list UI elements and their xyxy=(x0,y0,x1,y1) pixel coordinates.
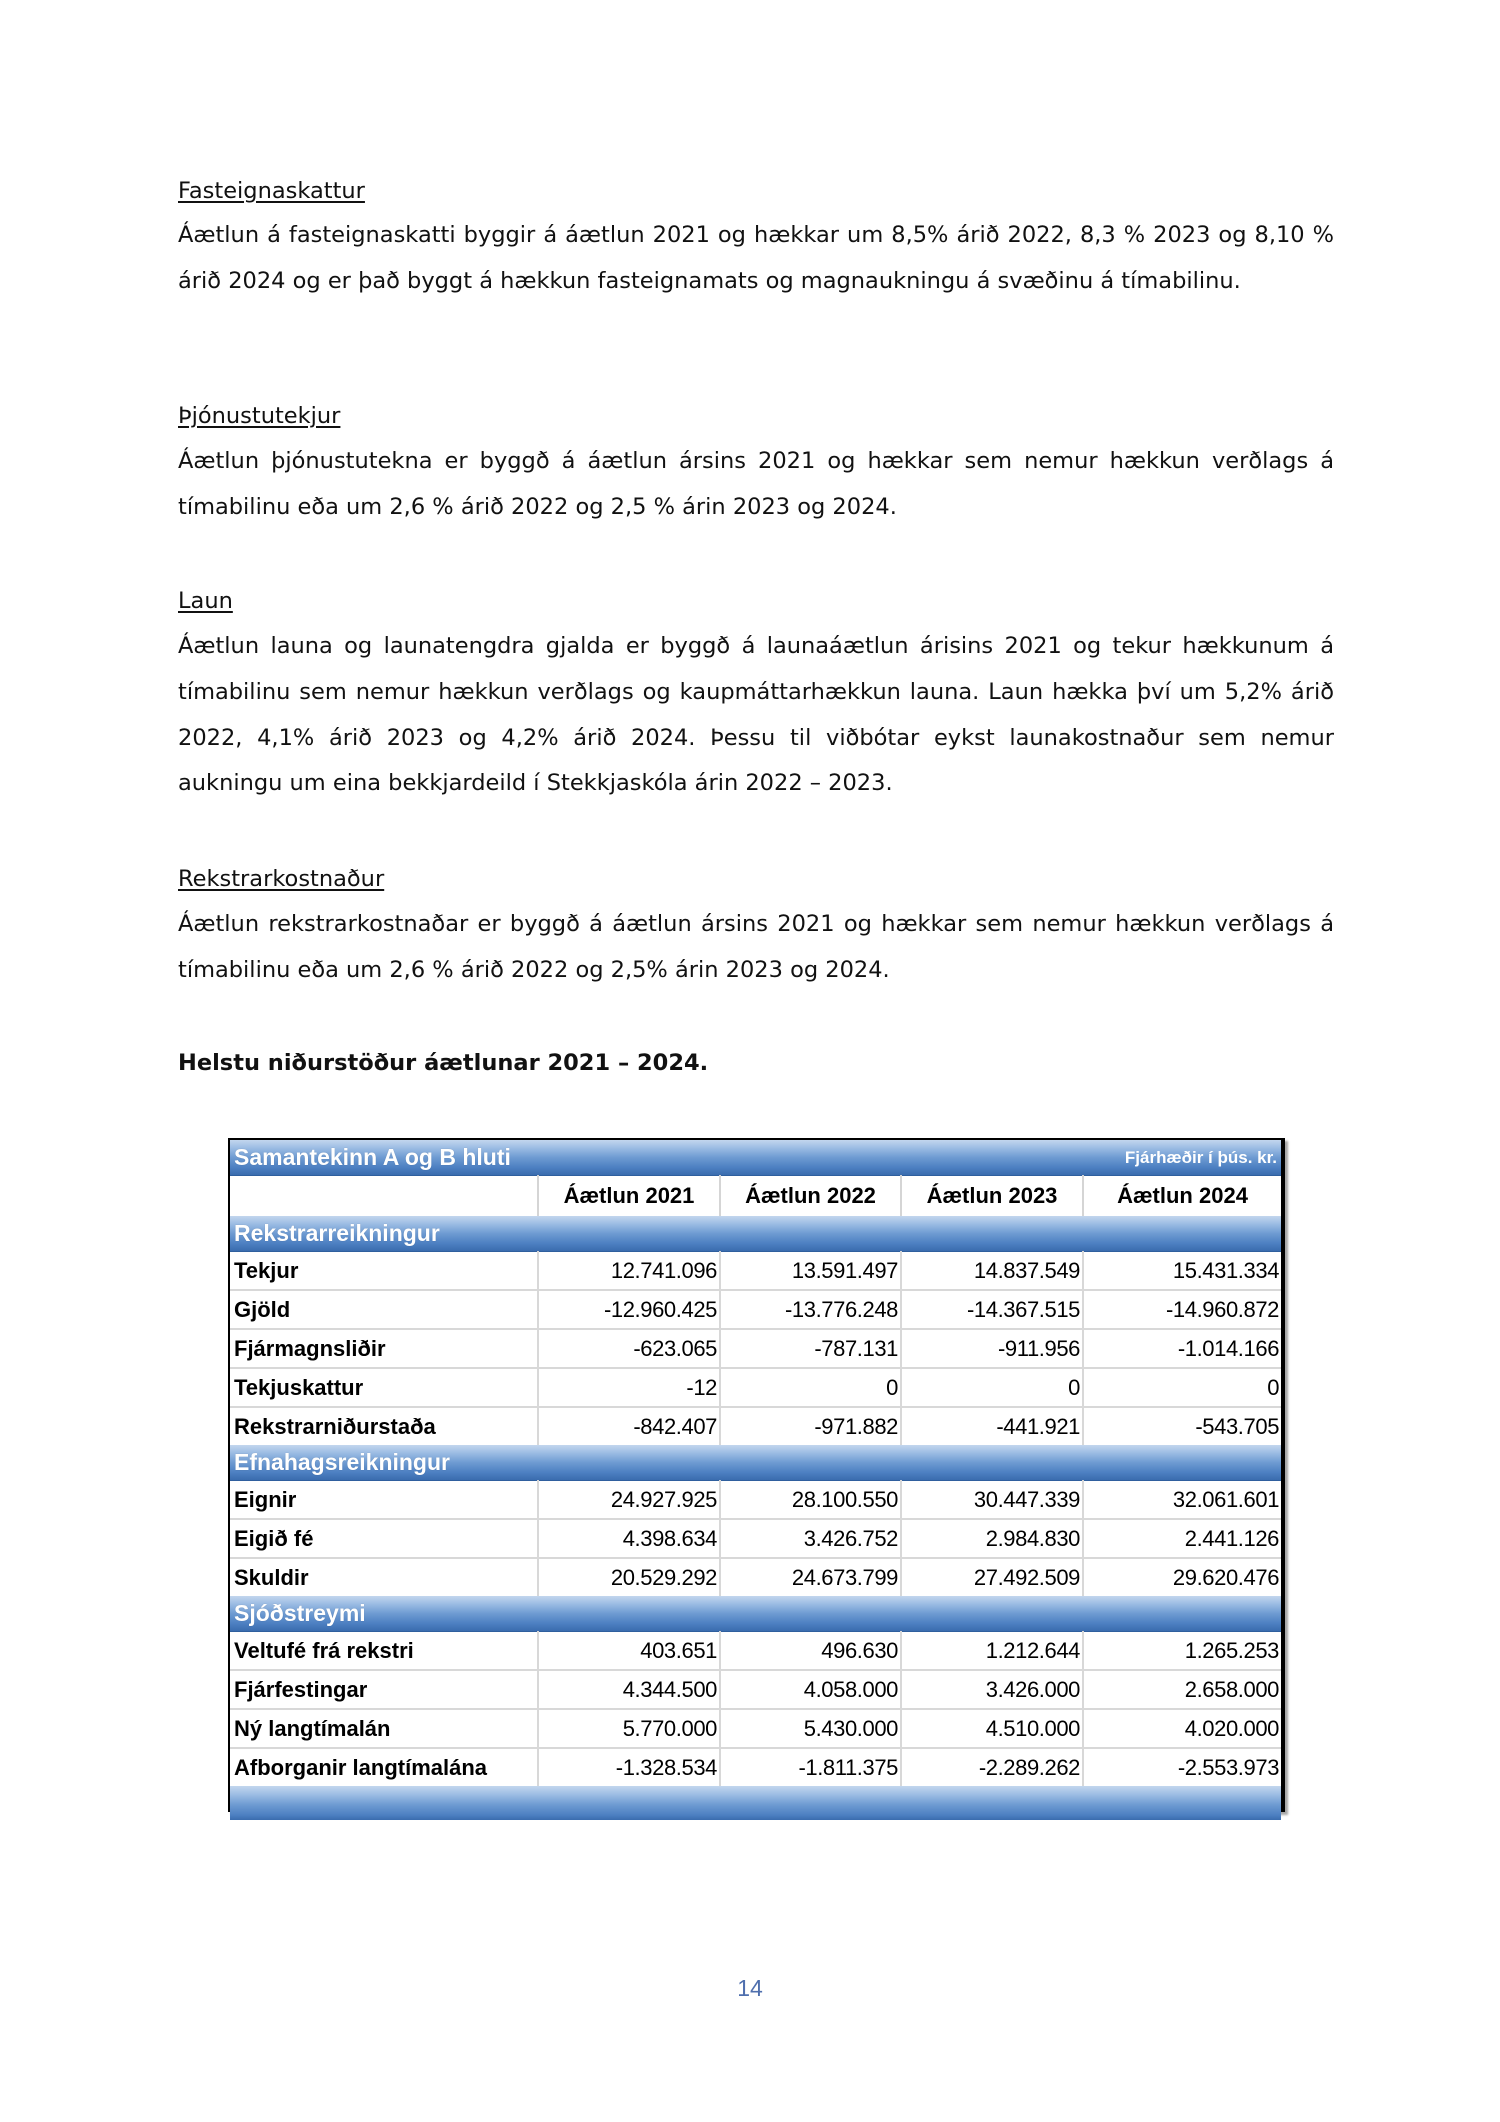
table-row xyxy=(230,1368,1281,1407)
group-title: Rekstrarreikningur xyxy=(230,1216,1281,1252)
footer-band-cell xyxy=(230,1786,1281,1820)
cell-value: 1.212.644 xyxy=(901,1632,1083,1671)
row-label: Rekstrarniðurstaða xyxy=(230,1407,538,1445)
cell-value: -2.289.262 xyxy=(901,1748,1083,1786)
page-number: 14 xyxy=(737,1975,763,2001)
cell-value: -12.960.425 xyxy=(538,1290,720,1329)
cell-value: 5.430.000 xyxy=(720,1709,901,1748)
cell-value: -2.553.973 xyxy=(1083,1748,1281,1786)
row-label: Ný langtímalán xyxy=(230,1709,538,1748)
cell-value: 27.492.509 xyxy=(901,1558,1083,1596)
cell-value: 4.344.500 xyxy=(538,1670,720,1709)
column-header-label xyxy=(230,1176,538,1217)
cell-value: 1.265.253 xyxy=(1083,1632,1281,1671)
table-row xyxy=(230,1407,1281,1445)
table-unit-label: Fjárhæðir í þús. kr. xyxy=(901,1140,1281,1176)
column-header-2022: Áætlun 2022 xyxy=(720,1176,901,1217)
row-label: Eigið fé xyxy=(230,1519,538,1558)
cell-value: -623.065 xyxy=(538,1329,720,1368)
column-header-2024: Áætlun 2024 xyxy=(1083,1176,1281,1217)
section-paragraph-fasteignaskattur: Áætlun á fasteignaskatti byggir á áætlun 2021 og hækkar um 8,5% árið 2022, 8,3 % 2023 og 8,10 % árið 2024 og er það byggt á hækkun fasteignamats og magnaukningu á svæðinu á tímabilinu. xyxy=(178,222,1334,294)
row-label: Fjárfestingar xyxy=(230,1670,538,1709)
group-title: Sjóðstreymi xyxy=(230,1596,1281,1632)
summary-table xyxy=(228,1138,1285,1812)
table-row xyxy=(230,1329,1281,1368)
group-title: Efnahagsreikningur xyxy=(230,1445,1281,1481)
table-row xyxy=(230,1632,1281,1671)
column-header-2021: Áætlun 2021 xyxy=(538,1176,720,1217)
cell-value: 2.984.830 xyxy=(901,1519,1083,1558)
table-row xyxy=(230,1519,1281,1558)
cell-value: 20.529.292 xyxy=(538,1558,720,1596)
summary-heading: Helstu niðurstöður áætlunar 2021 – 2024. xyxy=(178,1050,709,1076)
cell-value: 24.927.925 xyxy=(538,1481,720,1520)
cell-value: 32.061.601 xyxy=(1083,1481,1281,1520)
cell-value: 0 xyxy=(901,1368,1083,1407)
cell-value: -543.705 xyxy=(1083,1407,1281,1445)
cell-value: -1.811.375 xyxy=(720,1748,901,1786)
cell-value: -842.407 xyxy=(538,1407,720,1445)
cell-value: -1.328.534 xyxy=(538,1748,720,1786)
table-title-band xyxy=(230,1140,1281,1176)
table-row xyxy=(230,1670,1281,1709)
section-paragraph-rekstrarkostnadur: Áætlun rekstrarkostnaðar er byggð á áætlun ársins 2021 og hækkar sem nemur hækkun verðlags á tímabilinu eða um 2,6 % árið 2022 og 2,5% árin 2023 og 2024. xyxy=(178,911,1334,983)
section-heading-rekstrarkostnadur: Rekstrarkostnaður xyxy=(178,866,385,892)
cell-value: 4.058.000 xyxy=(720,1670,901,1709)
cell-value: 13.591.497 xyxy=(720,1252,901,1291)
cell-value: 28.100.550 xyxy=(720,1481,901,1520)
cell-value: 3.426.000 xyxy=(901,1670,1083,1709)
row-label: Fjármagnsliðir xyxy=(230,1329,538,1368)
table-row xyxy=(230,1252,1281,1291)
cell-value: 496.630 xyxy=(720,1632,901,1671)
cell-value: 0 xyxy=(720,1368,901,1407)
cell-value: -971.882 xyxy=(720,1407,901,1445)
cell-value: -14.367.515 xyxy=(901,1290,1083,1329)
group-band-rekstrarreikningur xyxy=(230,1216,1281,1252)
section-paragraph-thjonustutekjur: Áætlun þjónustutekna er byggð á áætlun ársins 2021 og hækkar sem nemur hækkun verðlags á tímabilinu eða um 2,6 % árið 2022 og 2,5 % árin 2023 og 2024. xyxy=(178,448,1334,520)
row-label: Tekjuskattur xyxy=(230,1368,538,1407)
table-row xyxy=(230,1558,1281,1596)
cell-value: 403.651 xyxy=(538,1632,720,1671)
column-header-2023: Áætlun 2023 xyxy=(901,1176,1083,1217)
cell-value: 0 xyxy=(1083,1368,1281,1407)
row-label: Gjöld xyxy=(230,1290,538,1329)
cell-value: 14.837.549 xyxy=(901,1252,1083,1291)
row-label: Veltufé frá rekstri xyxy=(234,1637,414,1663)
cell-value: 3.426.752 xyxy=(720,1519,901,1558)
cell-value: 30.447.339 xyxy=(901,1481,1083,1520)
section-paragraph-laun: Áætlun launa og launatengdra gjalda er byggð á launaáætlun árisins 2021 og tekur hækkunum á tímabilinu sem nemur hækkun verðlags og kaupmáttarhækkun launa. Laun hækka því um 5,2% árið 2022, 4,1% árið 2023 og 4,2% árið 2024. Þessu til viðbótar eykst launakostnaður sem nemur aukningu um eina bekkjardeild í Stekkjaskóla árin 2022 – 2023. xyxy=(178,633,1334,797)
cell-value: -12 xyxy=(538,1368,720,1407)
cell-value: -787.131 xyxy=(720,1329,901,1368)
cell-value: -1.014.166 xyxy=(1083,1329,1281,1368)
cell-value: -911.956 xyxy=(901,1329,1083,1368)
cell-value: -13.776.248 xyxy=(720,1290,901,1329)
cell-value: 5.770.000 xyxy=(538,1709,720,1748)
table-title: Samantekinn A og B hluti xyxy=(230,1140,901,1176)
group-band-efnahagsreikningur xyxy=(230,1445,1281,1481)
cell-value: 24.673.799 xyxy=(720,1558,901,1596)
cell-value: 4.398.634 xyxy=(538,1519,720,1558)
table-row xyxy=(230,1290,1281,1329)
cell-value: 4.020.000 xyxy=(1083,1709,1281,1748)
row-label: Skuldir xyxy=(230,1558,538,1596)
cell-value: 2.658.000 xyxy=(1083,1670,1281,1709)
section-heading-laun: Laun xyxy=(178,588,233,614)
table-row xyxy=(230,1748,1281,1786)
cell-value: 4.510.000 xyxy=(901,1709,1083,1748)
row-label: Tekjur xyxy=(234,1257,299,1283)
cell-value: 12.741.096 xyxy=(538,1252,720,1291)
group-band-sjodstreymi xyxy=(230,1596,1281,1632)
cell-value: 29.620.476 xyxy=(1083,1558,1281,1596)
row-label: Eignir xyxy=(234,1486,297,1512)
cell-value: -441.921 xyxy=(901,1407,1083,1445)
cell-value: -14.960.872 xyxy=(1083,1290,1281,1329)
section-heading-fasteignaskattur: Fasteignaskattur xyxy=(178,178,365,204)
section-heading-thjonustutekjur: Þjónustutekjur xyxy=(178,403,341,429)
table-row xyxy=(230,1709,1281,1748)
table-row xyxy=(230,1481,1281,1520)
row-label: Afborganir langtímalána xyxy=(230,1748,538,1786)
cell-value: 15.431.334 xyxy=(1083,1252,1281,1291)
cell-value: 2.441.126 xyxy=(1083,1519,1281,1558)
table-header-row xyxy=(230,1176,1281,1217)
table-footer-band xyxy=(230,1786,1281,1820)
